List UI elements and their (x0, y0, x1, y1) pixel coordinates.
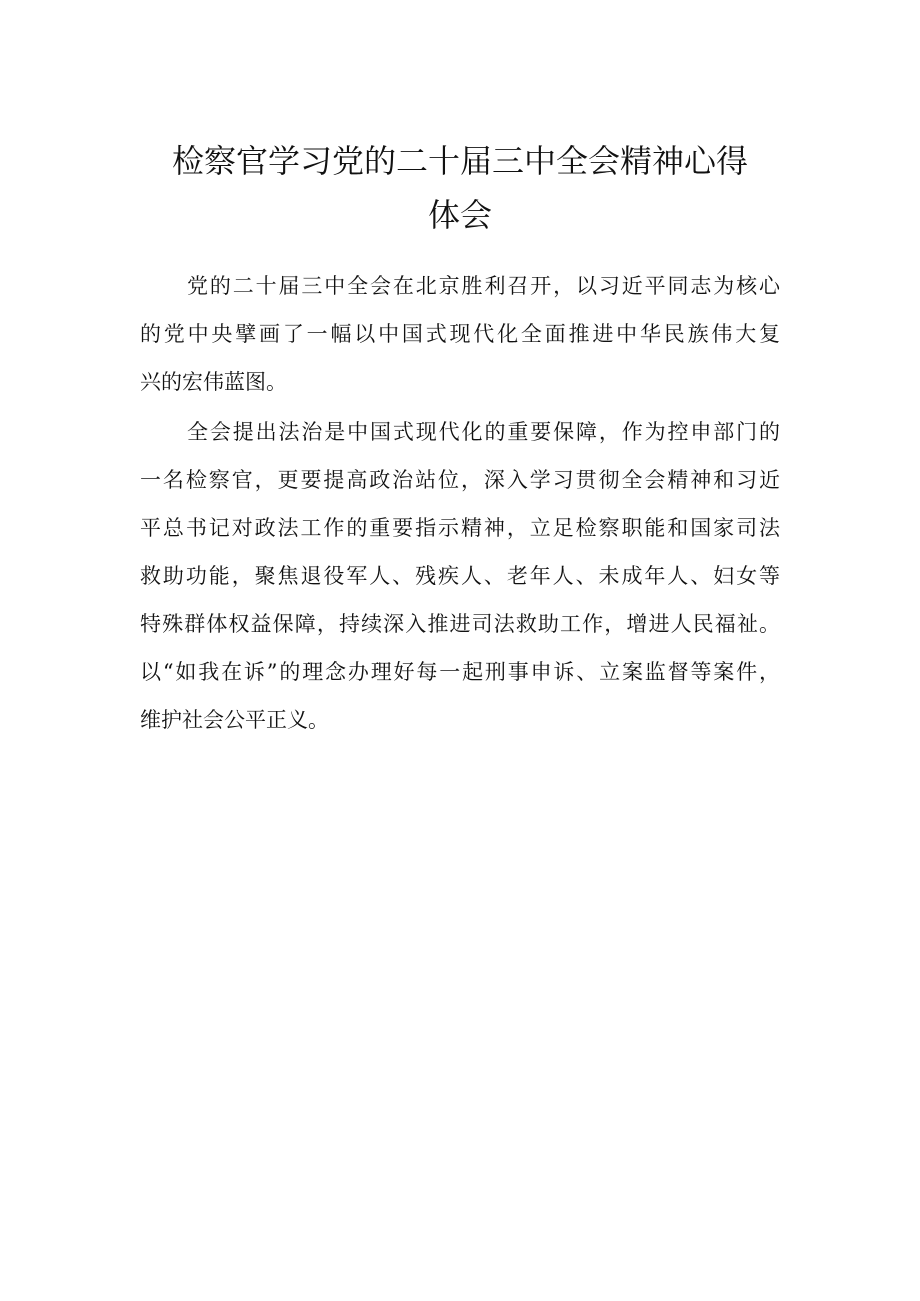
paragraph-2-line-6: 以“如我在诉”的理念办理好每一起刑事申诉、立案监督等案件， (140, 660, 780, 684)
paragraph-2-line-4: 救助功能，聚焦退役军人、残疾人、老年人、未成年人、妇女等 (140, 564, 780, 588)
paragraph-2-line-3: 平总书记对政法工作的重要指示精神，立足检察职能和国家司法 (140, 516, 780, 540)
paragraph-2-line-5: 特殊群体权益保障，持续深入推进司法救助工作，增进人民福祉。 (140, 612, 780, 636)
paragraph-1-line-2: 的党中央擘画了一幅以中国式现代化全面推进中华民族伟大复 (140, 322, 780, 346)
document-title-line-1: 检察官学习党的二十届三中全会精神心得 (171, 142, 748, 180)
paragraph-2-line-2: 一名检察官，更要提高政治站位，深入学习贯彻全会精神和习近 (140, 468, 780, 492)
paragraph-1-line-3: 兴的宏伟蓝图。 (140, 370, 287, 394)
document-title-line-2: 体会 (427, 196, 492, 234)
paragraph-2-line-7: 维护社会公平正义。 (140, 708, 329, 732)
paragraph-2-line-1: 全会提出法治是中国式现代化的重要保障，作为控申部门的 (187, 420, 780, 444)
paragraph-1-line-1: 党的二十届三中全会在北京胜利召开，以习近平同志为核心 (187, 274, 780, 298)
